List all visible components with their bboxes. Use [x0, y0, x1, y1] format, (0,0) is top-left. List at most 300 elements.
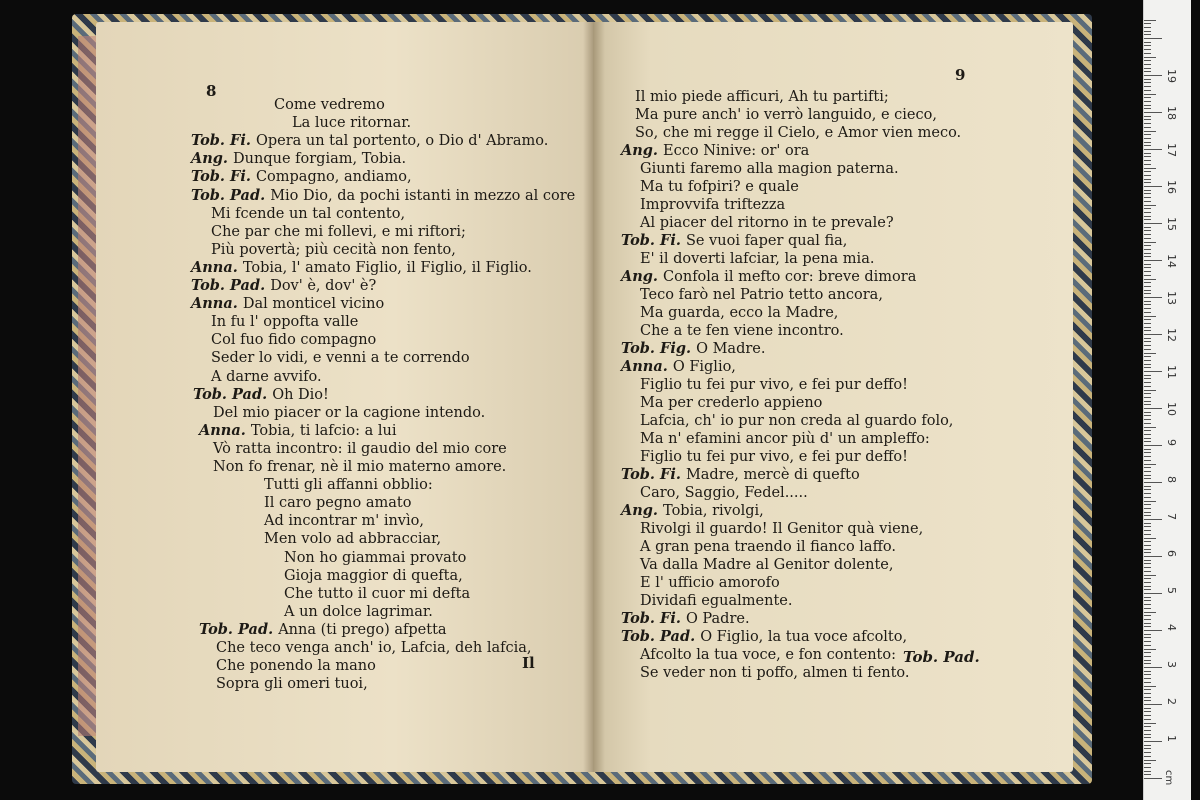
ruler-label: 2: [1165, 698, 1178, 705]
ruler-tick: [1144, 423, 1151, 424]
catchword: Il: [522, 654, 535, 672]
verse-text: Se veder non ti poffo, almen ti fento.: [640, 665, 910, 681]
text-line: [621, 502, 764, 520]
verse-text: O Figlio,: [672, 359, 736, 375]
text-line: [191, 150, 406, 168]
ruler-tick: [1144, 230, 1151, 231]
speaker-name: Tob. Fi.: [621, 466, 686, 483]
ruler-tick: [1144, 312, 1151, 313]
ruler-tick: [1144, 256, 1151, 257]
ruler-tick: [1144, 105, 1151, 106]
ruler-tick: [1144, 634, 1151, 635]
speaker-name: Tob. Pad.: [191, 186, 271, 204]
ruler-tick: [1144, 745, 1151, 746]
speaker-name: Anna.: [191, 295, 243, 313]
left-page: [96, 22, 593, 772]
ruler-tick: [1144, 467, 1151, 468]
text-line: [216, 639, 532, 657]
ruler-tick: [1144, 600, 1151, 601]
speaker-name: Tob. Pad.: [193, 385, 273, 403]
verse-text: Ma pure anch' io verrò languido, e cieco,: [635, 107, 937, 123]
ruler-tick: [1144, 408, 1162, 409]
ruler-tick: [1144, 671, 1151, 672]
ruler-tick: [1144, 427, 1156, 428]
text-line: [191, 295, 384, 313]
ruler-label: 17: [1165, 143, 1178, 157]
verse-text: Non ho giammai provato: [284, 549, 467, 566]
ruler-tick: [1144, 667, 1162, 668]
text-line: [284, 585, 470, 603]
text-line: [274, 96, 385, 114]
ruler-tick: [1144, 519, 1162, 520]
ruler-tick: [1144, 478, 1151, 479]
ruler-tick: [1144, 697, 1151, 698]
ruler-tick: [1144, 338, 1151, 339]
ruler-tick: [1144, 112, 1162, 113]
ruler-tick: [1144, 219, 1151, 220]
verse-text: Il mio piede afficuri, Ah tu partifti;: [635, 89, 889, 105]
ruler-label: 18: [1165, 106, 1178, 120]
ruler-tick: [1144, 538, 1156, 539]
ruler-tick: [1144, 711, 1151, 712]
verse-text: Dividafi egualmente.: [640, 593, 793, 609]
text-line: [216, 657, 376, 675]
ruler-tick: [1144, 571, 1151, 572]
ruler-tick: [1144, 734, 1151, 735]
ruler-tick: [1144, 134, 1151, 135]
text-line: [264, 512, 424, 530]
verse-text: Caro, Saggio, Fedel.....: [640, 485, 808, 501]
verse-text: Figlio tu fei pur vivo, e fei pur deffo!: [640, 449, 908, 465]
text-line: [211, 205, 405, 223]
ruler-tick: [1144, 582, 1151, 583]
ruler-tick: [1144, 27, 1151, 28]
ruler-tick: [1144, 179, 1151, 180]
verse-text: Ma tu fofpiri? e quale: [640, 179, 799, 195]
verse-text: Che par che mi follevi, e mi riftori;: [211, 223, 466, 240]
ruler-tick: [1144, 637, 1151, 638]
ruler-tick: [1144, 630, 1162, 631]
ruler-tick: [1144, 253, 1151, 254]
text-line: [191, 277, 376, 295]
text-line: [640, 160, 899, 178]
ruler-tick: [1144, 641, 1151, 642]
ruler-tick: [1144, 97, 1151, 98]
ruler-tick: [1144, 593, 1162, 594]
verse-text: Il caro pegno amato: [264, 495, 412, 512]
text-line: [292, 114, 411, 132]
ruler-tick: [1144, 774, 1151, 775]
ruler-label: 13: [1165, 291, 1178, 305]
ruler-tick: [1144, 552, 1151, 553]
ruler-tick: [1144, 108, 1151, 109]
ruler-tick: [1144, 456, 1151, 457]
verse-text: Mi fcende un tal contento,: [211, 205, 406, 222]
ruler-tick: [1144, 390, 1156, 391]
text-line: [211, 313, 358, 331]
verse-text: O Madre.: [696, 341, 766, 357]
ruler-tick: [1144, 475, 1151, 476]
ruler-tick: [1144, 127, 1151, 128]
ruler-tick: [1144, 619, 1151, 620]
ruler-tick: [1144, 752, 1151, 753]
speaker-name: Tob. Fi.: [191, 132, 256, 150]
ruler-label: 14: [1165, 254, 1178, 268]
verse-text: Tutti gli affanni obblio:: [264, 477, 433, 494]
text-line: [635, 88, 889, 106]
ruler-tick: [1144, 282, 1151, 283]
ruler-tick: [1144, 756, 1151, 757]
ruler-tick: [1144, 663, 1151, 664]
verse-text: A un dolce lagrimar.: [284, 603, 433, 620]
ruler-label: 10: [1165, 402, 1178, 416]
ruler-tick: [1144, 693, 1151, 694]
ruler-tick: [1144, 193, 1151, 194]
verse-text: O Padre.: [685, 611, 750, 627]
ruler-label: 16: [1165, 180, 1178, 194]
speaker-name: Anna.: [621, 358, 673, 375]
text-line: [213, 440, 507, 458]
ruler-tick: [1144, 260, 1162, 261]
verse-text: E' il doverti lafciar, la pena mia.: [640, 251, 875, 267]
text-line: [211, 331, 376, 349]
text-line: [621, 610, 750, 628]
ruler-tick: [1144, 293, 1151, 294]
text-line: [640, 430, 930, 448]
verse-text: Gioja maggior di quefta,: [284, 567, 463, 584]
ruler-tick: [1144, 275, 1151, 276]
ruler-tick: [1144, 164, 1151, 165]
speaker-name: Tob. Pad.: [199, 620, 279, 638]
ruler-tick: [1144, 227, 1151, 228]
ruler-tick: [1144, 556, 1162, 557]
ruler-tick: [1144, 737, 1151, 738]
ruler-tick: [1144, 182, 1151, 183]
text-line: [640, 322, 844, 340]
ruler-tick: [1144, 223, 1162, 224]
ruler-tick: [1144, 534, 1151, 535]
verse-text: Oh Dio!: [272, 386, 329, 403]
text-line: [621, 268, 916, 286]
ruler-label: 15: [1165, 217, 1178, 231]
ruler-tick: [1144, 53, 1151, 54]
verse-text: Anna (ti prego) afpetta: [278, 621, 447, 638]
ruler-tick: [1144, 371, 1162, 372]
ruler-tick: [1144, 45, 1151, 46]
ruler-tick: [1144, 412, 1151, 413]
ruler-label: 6: [1165, 550, 1178, 557]
ruler-tick: [1144, 723, 1156, 724]
ruler-tick: [1144, 578, 1151, 579]
verse-text: Al piacer del ritorno in te prevale?: [640, 215, 894, 231]
ruler-tick: [1144, 375, 1151, 376]
verse-text: Ecco Ninive: or' ora: [663, 143, 810, 159]
text-line: [284, 567, 463, 585]
ruler-tick: [1144, 526, 1151, 527]
verse-text: Men volo ad abbracciar,: [264, 531, 442, 548]
ruler-tick: [1144, 660, 1151, 661]
verse-text: E l' ufficio amorofo: [640, 575, 780, 591]
ruler-tick: [1144, 378, 1151, 379]
text-line: [211, 349, 470, 367]
verse-text: Seder lo vidi, e venni a te correndo: [211, 350, 470, 367]
ruler-tick: [1144, 438, 1151, 439]
text-line: [640, 556, 893, 574]
ruler-tick: [1144, 264, 1151, 265]
verse-text: A gran pena traendo il fianco laffo.: [640, 539, 896, 555]
verse-text: Dov' è, dov' è?: [270, 278, 377, 294]
verse-text: Che tutto il cuor mi defta: [284, 585, 471, 602]
text-line: [640, 286, 883, 304]
ruler-tick: [1144, 249, 1151, 250]
ruler-tick: [1144, 94, 1156, 95]
ruler-tick: [1144, 341, 1151, 342]
ruler-tick: [1144, 323, 1151, 324]
verse-text: Non fo frenar, nè il mio materno amore.: [213, 459, 507, 475]
text-line: [640, 196, 785, 214]
text-line: [191, 259, 532, 277]
ruler-label: 4: [1165, 624, 1178, 631]
ruler-tick: [1144, 778, 1162, 779]
ruler-tick: [1144, 730, 1151, 731]
ruler-tick: [1144, 626, 1151, 627]
ruler-tick: [1144, 623, 1151, 624]
verse-text: Mio Dio, da pochi istanti in mezzo al core: [270, 187, 576, 204]
text-line: [640, 214, 894, 232]
speaker-name: Tob. Pad.: [191, 277, 271, 294]
text-line: [199, 621, 447, 639]
verse-text: Madre, mercè di quefto: [685, 467, 860, 483]
ruler-label: 5: [1165, 587, 1178, 594]
ruler-tick: [1144, 319, 1151, 320]
ruler-tick: [1144, 31, 1151, 32]
ruler-tick: [1144, 726, 1151, 727]
ruler-tick: [1144, 700, 1151, 701]
ruler-tick: [1144, 586, 1151, 587]
ruler-tick: [1144, 567, 1151, 568]
ruler-tick: [1144, 575, 1156, 576]
page-number: 8: [206, 82, 217, 100]
verse-text: Confola il mefto cor: breve dimora: [663, 269, 917, 285]
ruler-tick: [1144, 245, 1151, 246]
ruler-tick: [1144, 138, 1151, 139]
ruler-tick: [1144, 589, 1151, 590]
ruler-tick: [1144, 316, 1156, 317]
ruler-tick: [1144, 482, 1162, 483]
ruler-label: 1: [1165, 735, 1178, 742]
ruler-tick: [1144, 741, 1162, 742]
text-line: [621, 232, 847, 250]
text-line: [621, 628, 907, 646]
text-line: [264, 530, 441, 548]
ruler-tick: [1144, 131, 1156, 132]
ruler-tick: [1144, 434, 1151, 435]
ruler-tick: [1144, 238, 1151, 239]
verse-text: Compagno, andiamo,: [255, 169, 412, 186]
ruler-tick: [1144, 119, 1151, 120]
catchword: Tob. Pad.: [903, 648, 980, 666]
speaker-name: Ang.: [621, 502, 664, 519]
ruler-tick: [1144, 156, 1151, 157]
ruler-tick: [1144, 689, 1151, 690]
ruler-tick: [1144, 460, 1151, 461]
ruler-tick: [1144, 367, 1151, 368]
ruler-label: 19: [1165, 69, 1178, 83]
text-line: [621, 358, 736, 376]
ruler-tick: [1144, 75, 1162, 76]
text-line: [640, 250, 874, 268]
verse-text: Del mio piacer or la cagione intendo.: [213, 404, 486, 421]
text-line: [640, 412, 953, 430]
text-line: [621, 340, 765, 358]
ruler-tick: [1144, 471, 1151, 472]
verse-text: In fu l' oppofta valle: [211, 314, 359, 331]
verse-text: Teco farò nel Patrio tetto ancora,: [640, 287, 883, 303]
text-line: [640, 646, 896, 664]
speaker-name: Anna.: [199, 421, 251, 439]
ruler-tick: [1144, 401, 1151, 402]
ruler-tick: [1144, 549, 1151, 550]
ruler-tick: [1144, 541, 1151, 542]
ruler-tick: [1144, 116, 1151, 117]
verse-text: Più povertà; più cecità non fento,: [211, 241, 456, 258]
ruler-tick: [1144, 748, 1151, 749]
ruler-tick: [1144, 708, 1151, 709]
ruler-tick: [1144, 171, 1151, 172]
ruler-tick: [1144, 68, 1151, 69]
ruler-tick: [1144, 279, 1156, 280]
ruler-tick: [1144, 604, 1151, 605]
ruler-tick: [1144, 234, 1151, 235]
verse-text: Rivolgi il guardo! Il Genitor quà viene,: [640, 521, 924, 537]
ruler-tick: [1144, 464, 1156, 465]
ruler-tick: [1144, 142, 1151, 143]
ruler-tick: [1144, 297, 1162, 298]
ruler-tick: [1144, 205, 1156, 206]
ruler-tick: [1144, 382, 1151, 383]
verse-text: Dunque forgiam, Tobia.: [233, 151, 407, 168]
verse-text: Opera un tal portento, o Dio d' Abramo.: [255, 133, 549, 150]
ruler-tick: [1144, 175, 1151, 176]
verse-text: Figlio tu fei pur vivo, e fei pur deffo!: [640, 377, 908, 393]
text-line: [191, 187, 575, 205]
ruler-tick: [1144, 304, 1151, 305]
ruler-tick: [1144, 560, 1151, 561]
ruler-tick: [1144, 20, 1156, 21]
verse-text: Ma n' efamini ancor più d' un ampleffo:: [640, 431, 930, 447]
ruler-unit: cm: [1163, 770, 1174, 786]
text-line: [213, 458, 506, 476]
ruler-tick: [1144, 153, 1151, 154]
ruler-tick: [1144, 71, 1151, 72]
text-line: [213, 404, 485, 422]
ruler-tick: [1144, 267, 1151, 268]
ruler-tick: [1144, 489, 1151, 490]
ruler-tick: [1144, 34, 1151, 35]
ruler-tick: [1144, 38, 1162, 39]
text-line: [640, 376, 908, 394]
ruler-label: 9: [1165, 439, 1178, 446]
verse-text: La luce ritornar.: [292, 115, 412, 132]
ruler-tick: [1144, 715, 1151, 716]
ruler-tick: [1144, 364, 1151, 365]
text-line: [284, 549, 466, 567]
ruler-tick: [1144, 645, 1151, 646]
measuring-ruler: [1143, 0, 1191, 800]
text-line: [211, 223, 466, 241]
verse-text: Col fuo fido compagno: [211, 332, 377, 349]
ruler-tick: [1144, 393, 1151, 394]
ruler-tick: [1144, 767, 1151, 768]
ruler-tick: [1144, 523, 1151, 524]
ruler-tick: [1144, 449, 1151, 450]
ruler-tick: [1144, 419, 1151, 420]
verse-text: Se vuoi faper qual fia,: [685, 233, 848, 249]
ruler-tick: [1144, 686, 1156, 687]
verse-text: Come vedremo: [274, 97, 385, 113]
text-line: [640, 394, 822, 412]
text-line: [640, 592, 792, 610]
ruler-tick: [1144, 90, 1151, 91]
ruler-tick: [1144, 515, 1151, 516]
verse-text: O Figlio, la tua voce afcolto,: [700, 629, 908, 645]
ruler-tick: [1144, 23, 1151, 24]
ruler-tick: [1144, 334, 1162, 335]
speaker-name: Ang.: [191, 150, 234, 168]
ruler-tick: [1144, 497, 1151, 498]
right-page: [593, 22, 1073, 772]
text-line: [640, 448, 908, 466]
ruler-tick: [1144, 649, 1156, 650]
ruler-tick: [1144, 445, 1162, 446]
ruler-tick: [1144, 760, 1156, 761]
ruler-tick: [1144, 197, 1151, 198]
ruler-tick: [1144, 145, 1151, 146]
verse-text: Tobia, l' amato Figlio, il Figlio, il Figlio.: [242, 259, 532, 276]
ruler-tick: [1144, 60, 1151, 61]
ruler-tick: [1144, 512, 1151, 513]
ruler-tick: [1144, 386, 1151, 387]
speaker-name: Tob. Pad.: [621, 628, 701, 645]
text-line: [284, 603, 433, 621]
text-line: [264, 494, 411, 512]
speaker-name: Ang.: [621, 142, 664, 159]
ruler-tick: [1144, 190, 1151, 191]
verse-text: Che ponendo la mano: [216, 658, 376, 675]
verse-text: Tobia, rivolgi,: [663, 503, 764, 519]
text-line: [621, 466, 860, 484]
ruler-label: 12: [1165, 328, 1178, 342]
ruler-tick: [1144, 397, 1151, 398]
text-line: [640, 664, 909, 682]
ruler-tick: [1144, 42, 1151, 43]
ruler-tick: [1144, 123, 1151, 124]
ruler-tick: [1144, 678, 1151, 679]
ruler-tick: [1144, 430, 1151, 431]
verse-text: Ma per crederlo appieno: [640, 395, 823, 411]
ruler-tick: [1144, 160, 1151, 161]
text-line: [211, 368, 322, 386]
ruler-label: 8: [1165, 476, 1178, 483]
speaker-name: Anna.: [191, 258, 243, 276]
ruler-tick: [1144, 719, 1151, 720]
speaker-name: Tob. Fig.: [621, 340, 697, 357]
ruler-tick: [1144, 545, 1151, 546]
ruler-label: 11: [1165, 365, 1178, 379]
ruler-tick: [1144, 404, 1151, 405]
ruler-tick: [1144, 615, 1151, 616]
verse-text: Ma guarda, ecco la Madre,: [640, 305, 839, 321]
